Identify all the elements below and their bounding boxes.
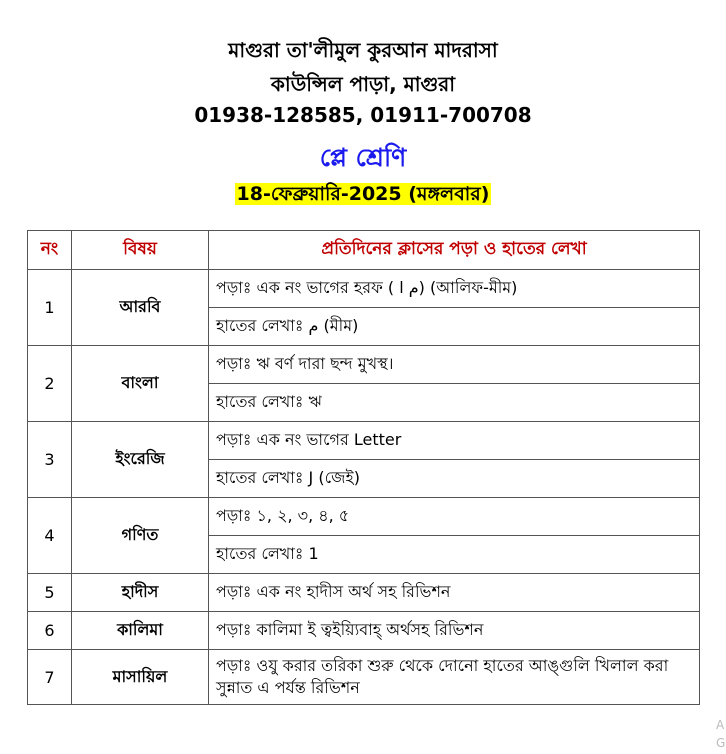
corner-letter: G [716,736,726,750]
row-number: 6 [28,612,72,650]
institution-address: কাউন্সিল পাড়া, মাগুরা [270,72,456,96]
row-number: 1 [28,270,72,346]
table-row [28,498,700,536]
row-subject: কালিমা [72,612,209,650]
row-lesson: পড়াঃ কালিমা ই ত্বইয়্যিবাহ্ অর্থসহ রিভিশন [209,612,700,650]
row-handwriting: হাতের লেখাঃ 1 [209,536,700,574]
row-lesson: পড়াঃ ১, ২, ৩, ৪, ৫ [209,498,700,536]
row-handwriting: হাতের লেখাঃ J (জেই) [209,460,700,498]
row-lesson: পড়াঃ এক নং হাদীস অর্থ সহ রিভিশন [209,574,700,612]
table-row [28,650,700,705]
row-subject: ইংরেজি [72,422,209,498]
row-handwriting: হাতের লেখাঃ م (মীম) [209,308,700,346]
row-subject: গণিত [72,498,209,574]
row-number: 5 [28,574,72,612]
row-lesson: পড়াঃ এক নং ভাগের Letter [209,422,700,460]
row-lesson: পড়াঃ এক নং ভাগের হরফ ( م ا) (আলিফ-মীম) [209,270,700,308]
date-highlight: 18-ফেব্রুয়ারি-2025 (মঙ্গলবার) [236,183,490,205]
header-description: প্রতিদিনের ক্লাসের পড়া ও হাতের লেখা [209,231,700,270]
date-line [0,180,726,212]
class-title: প্লে শ্রেণি [319,143,407,172]
row-handwriting: হাতের লেখাঃ ঋ [209,384,700,422]
row-subject: বাংলা [72,346,209,422]
table-row [28,346,700,384]
table-row [28,422,700,460]
row-lesson: পড়াঃ ঋ বর্ণ দারা ছন্দ মুখস্থ। [209,346,700,384]
corner-letter: A [716,718,725,732]
routine-table [27,230,700,705]
row-lesson: পড়াঃ ওযু করার তরিকা শুরু থেকে দোনো হাতের আঙ্গুলি খিলাল করা সুন্নাত এ পর্যন্ত রিভিশন [209,650,700,705]
row-number: 4 [28,498,72,574]
row-number: 3 [28,422,72,498]
table-row [28,270,700,308]
table-header-row [28,231,700,270]
table-row [28,574,700,612]
corner-watermark [716,716,725,752]
row-subject: হাদীস [72,574,209,612]
row-number: 7 [28,650,72,705]
table-row [28,612,700,650]
row-number: 2 [28,346,72,422]
row-subject: আরবি [72,270,209,346]
institution-name: মাগুরা তা'লীমুল কুরআন মাদরাসা [228,38,498,62]
header-subject: বিষয় [72,231,209,270]
header-number: নং [28,231,72,270]
row-subject: মাসায়িল [72,650,209,705]
phone-numbers: 01938-128585, 01911-700708 [194,103,532,127]
